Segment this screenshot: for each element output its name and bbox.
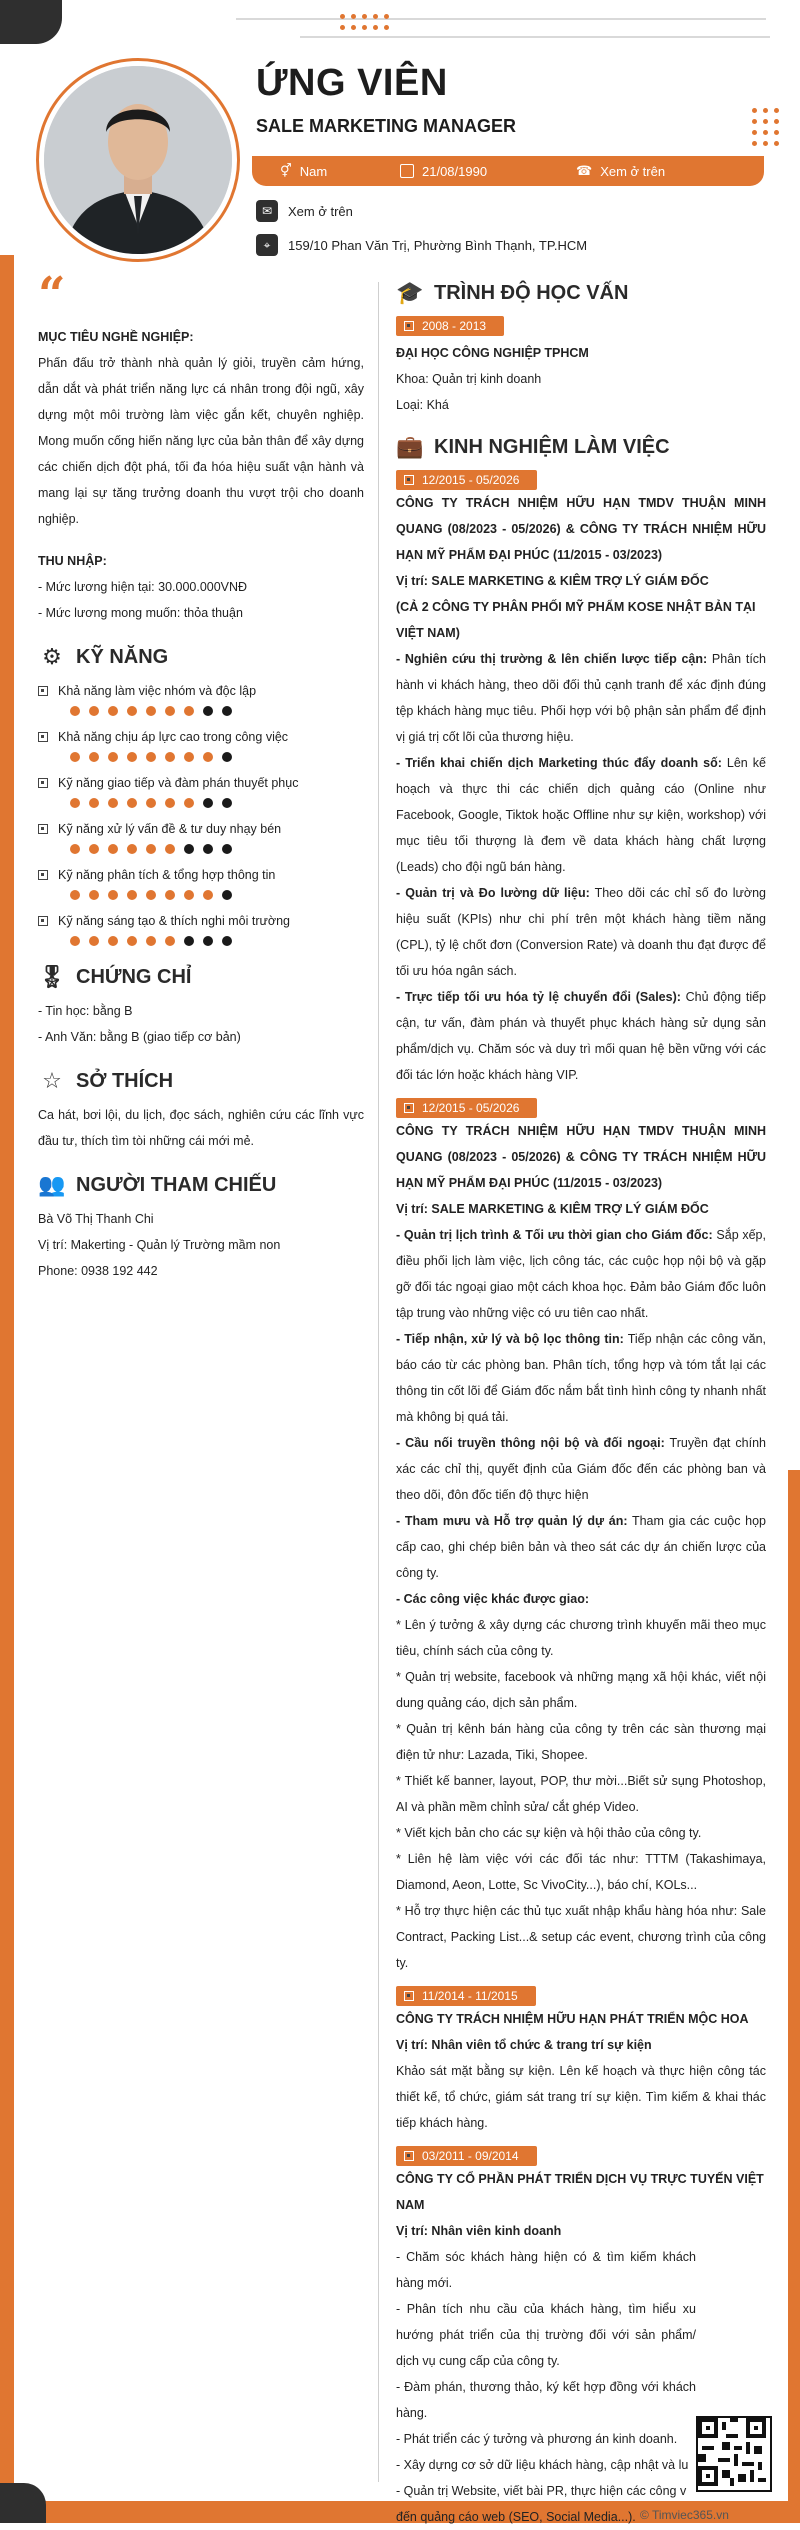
skill-item (38, 776, 364, 808)
certificate-item: - Tin học: bằng B (38, 1004, 133, 1018)
rating-dot (184, 706, 194, 716)
skill-item (38, 684, 364, 716)
rating-dot (146, 936, 156, 946)
star-icon: ☆ (42, 1068, 62, 1093)
candidate-name: ỨNG VIÊN (256, 62, 448, 104)
job-entry (396, 1098, 766, 1976)
dot-pattern (340, 14, 389, 30)
job-bullet (396, 750, 766, 880)
graduation-cap-icon: 🎓 (396, 280, 424, 305)
rating-dot (127, 936, 137, 946)
address-value: 159/10 Phan Văn Trị, Phường Bình Thạnh, TP.HCM (288, 237, 588, 253)
bullet-text: Phân tích hành vi khách hàng, theo dõi đối thủ cạnh tranh để xác định đúng tệp khách hàng mục tiêu. Phối hợp với bộ phận sản phẩm để định vị giá trị cốt lõi của thương hiệu. (396, 652, 766, 744)
job-entry (396, 470, 766, 1088)
rating-dot (184, 844, 194, 854)
rating-dot (165, 844, 175, 854)
rating-dot (165, 936, 175, 946)
certificates-title: CHỨNG CHỈ (76, 965, 192, 988)
rating-dot (89, 706, 99, 716)
skill-rating (38, 890, 364, 900)
skill-label: Kỹ năng giao tiếp và đàm phán thuyết phục (58, 776, 299, 790)
avatar-illustration (44, 66, 232, 254)
skill-item (38, 822, 364, 854)
rating-dot (70, 798, 80, 808)
job-line: - Quản trị Website, viết bài PR, thực hiện các công v (396, 2484, 687, 2498)
skill-label-row (38, 914, 364, 928)
job-position: Vị trí: Nhân viên kinh doanh (396, 2224, 562, 2238)
skill-label-row (38, 684, 364, 698)
rating-dot (165, 706, 175, 716)
rating-dot (89, 798, 99, 808)
reference-position: Vị trí: Makerting - Quản lý Trường mầm non (38, 1238, 281, 1252)
job-bullet (396, 1222, 766, 1326)
calendar-icon (404, 1103, 414, 1113)
rating-dot (127, 706, 137, 716)
rating-dot (184, 752, 194, 762)
rating-dot (165, 752, 175, 762)
skills-list (38, 684, 364, 946)
job-extra: * Lên ý tưởng & xây dựng các chương trình khuyến mãi theo mục tiêu, chính sách của công ty. (396, 1618, 766, 1658)
job-period-badge (396, 1098, 537, 1118)
job-company: CÔNG TY TRÁCH NHIỆM HỮU HẠN PHÁT TRIỂN MỘC HOA (396, 2012, 749, 2026)
footer-site: © Timviec365.vn (640, 2508, 729, 2522)
qr-code (696, 2416, 772, 2492)
rating-dot (184, 798, 194, 808)
rating-dot (222, 706, 232, 716)
job-extra: * Thiết kế banner, layout, POP, thư mời...Biết sử sụng Photoshop, AI và phần mềm chỉnh sửa/ cắt ghép Video. (396, 1774, 766, 1814)
job-period-badge (396, 470, 537, 490)
header-line (300, 36, 770, 38)
bullet-head: - Tham mưu và Hỗ trợ quản lý dự án: (396, 1514, 628, 1528)
rating-dot (108, 844, 118, 854)
bullet-icon (38, 870, 48, 880)
hobbies-text: Ca hát, bơi lội, du lịch, đọc sách, nghiên cứu các lĩnh vực đầu tư, thích tìm tòi những cái mới mẻ. (38, 1108, 364, 1148)
left-column (38, 267, 364, 1284)
skill-item (38, 730, 364, 762)
gear-icon: ⚙ (42, 644, 62, 669)
skill-label-row (38, 730, 364, 744)
rating-dot (203, 752, 213, 762)
briefcase-icon: 💼 (396, 434, 424, 459)
rating-dot (203, 844, 213, 854)
job-period: 03/2011 - 09/2014 (422, 2149, 519, 2163)
objective-heading: MỤC TIÊU NGHỀ NGHIỆP: (38, 330, 194, 344)
calendar-icon (400, 164, 414, 178)
job-bullet (396, 1586, 766, 1612)
job-line: - Xây dựng cơ sở dữ liệu khách hàng, cập nhật và lu (396, 2458, 689, 2472)
rating-dot (127, 844, 137, 854)
job-extra: * Hỗ trợ thực hiện các thủ tục xuất nhập khẩu hàng hóa như: Sale Contract, Packing List...& setup các event, chương trình của công ty. (396, 1904, 766, 1970)
bullet-text: Theo dõi các chỉ số đo lường hiệu suất (KPIs) như chi phí trên một khách hàng tiềm năng (CPL), tỷ lệ chốt đơn (Conversion Rate) và doanh thu đạt được để tối ưu hóa ngân sách. (396, 886, 766, 978)
skill-item (38, 868, 364, 900)
job-bullet (396, 880, 766, 984)
job-line: - Phát triển các ý tưởng và phương án kinh doanh. (396, 2432, 678, 2446)
qr-code-graphic (698, 2418, 766, 2486)
quote-icon: “ (38, 267, 66, 323)
skill-label: Kỹ năng sáng tạo & thích nghi môi trường (58, 914, 290, 928)
education-period: 2008 - 2013 (422, 319, 487, 333)
rating-dot (203, 706, 213, 716)
skill-label: Khả năng chịu áp lực cao trong công việc (58, 730, 289, 744)
income-expected: - Mức lương mong muốn: thỏa thuận (38, 606, 243, 620)
bullet-icon (38, 824, 48, 834)
phone-icon: ☎ (576, 163, 593, 178)
education-title: TRÌNH ĐỘ HỌC VẤN (434, 281, 629, 304)
rating-dot (70, 706, 80, 716)
skill-label: Kỹ năng xử lý vấn đề & tư duy nhạy bén (58, 822, 282, 836)
job-line: - Chăm sóc khách hàng hiện có & tìm kiếm khách hàng mới. (396, 2250, 696, 2290)
skill-item (38, 914, 364, 946)
calendar-icon (404, 1991, 414, 2001)
rating-dot (70, 844, 80, 854)
skill-label: Khả năng làm việc nhóm và độc lập (58, 684, 257, 698)
reference-phone: Phone: 0938 192 442 (38, 1264, 158, 1278)
skill-label-row (38, 776, 364, 790)
column-divider (378, 282, 379, 2482)
bullet-head: - Tiếp nhận, xử lý và bộ lọc thông tin: (396, 1332, 624, 1346)
job-company: CÔNG TY CỔ PHẦN PHÁT TRIỂN DỊCH VỤ TRỰC TUYẾN VIỆT NAM (396, 2172, 764, 2212)
school-name: ĐẠI HỌC CÔNG NGHIỆP TPHCM (396, 346, 589, 360)
rating-dot (222, 890, 232, 900)
rating-dot (184, 936, 194, 946)
bullet-icon (38, 732, 48, 742)
job-note: (CẢ 2 CÔNG TY PHÂN PHỐI MỸ PHẨM KOSE NHẬT BẢN TẠI VIỆT NAM) (396, 600, 756, 640)
job-company: CÔNG TY TRÁCH NHIỆM HỮU HẠN TMDV THUẬN MINH QUANG (08/2023 - 05/2026) & CÔNG TY TRÁCH NHIỆM HỮU HẠN MỸ PHẨM ĐẠI PHÚC (11/2015 - 03/2023) (396, 1124, 766, 1190)
skill-rating (38, 752, 364, 762)
job-period: 12/2015 - 05/2026 (422, 473, 520, 487)
job-extras (396, 1612, 766, 1976)
job-position: Vị trí: SALE MARKETING & KIÊM TRỢ LÝ GIÁM ĐỐC (396, 574, 709, 588)
experience-heading (396, 434, 766, 460)
rating-dot (165, 890, 175, 900)
bullet-head: - Các công việc khác được giao: (396, 1592, 589, 1606)
header-line (236, 18, 766, 20)
bullet-head: - Quản trị và Đo lường dữ liệu: (396, 886, 590, 900)
job-bullet (396, 984, 766, 1088)
job-period-badge (396, 1986, 536, 2006)
job-bullet (396, 1430, 766, 1508)
avatar (44, 66, 232, 254)
bullet-text: Tham gia các cuộc họp cấp cao, ghi chép biên bản và theo sát các dự án chiến lược của công ty. (396, 1514, 766, 1580)
income-heading: THU NHẬP: (38, 554, 107, 568)
education-faculty: Khoa: Quản trị kinh doanh (396, 372, 542, 386)
bullet-head: - Trực tiếp tối ưu hóa tỷ lệ chuyển đổi (Sales): (396, 990, 681, 1004)
education-heading (396, 280, 766, 306)
bullet-text: Chủ động tiếp cận, tư vấn, đàm phán và thuyết phục khách hàng sử dụng sản phẩm/dịch vụ. Chăm sóc và duy trì mối quan hệ bền vững với các đối tác lớn hoặc khách hàng VIP. (396, 990, 766, 1082)
rating-dot (146, 752, 156, 762)
references-heading (38, 1172, 364, 1198)
job-title: SALE MARKETING MANAGER (256, 116, 516, 136)
skill-label-row (38, 822, 364, 836)
info-bar (252, 156, 764, 186)
skill-rating (38, 844, 364, 854)
job-lines (396, 2244, 696, 2530)
right-column (396, 280, 766, 2530)
job-bullet (396, 646, 766, 750)
rating-dot (70, 936, 80, 946)
rating-dot (165, 798, 175, 808)
rating-dot (203, 890, 213, 900)
rating-dot (70, 752, 80, 762)
birthday-info (400, 164, 576, 179)
skill-label-row (38, 868, 364, 882)
rating-dot (222, 844, 232, 854)
job-entry (396, 1986, 766, 2136)
bullet-head: - Nghiên cứu thị trường & lên chiến lược tiếp cận: (396, 652, 708, 666)
skills-heading (38, 644, 364, 670)
job-line: đến quảng cáo web (SEO, Social Media...). (396, 2510, 636, 2524)
bullet-icon (38, 778, 48, 788)
references-title: NGƯỜI THAM CHIẾU (76, 1173, 277, 1196)
rating-dot (70, 890, 80, 900)
rating-dot (222, 752, 232, 762)
corner-decoration (0, 0, 62, 44)
bullet-icon (38, 686, 48, 696)
hobbies-title: SỞ THÍCH (76, 1069, 174, 1092)
rating-dot (89, 890, 99, 900)
rating-dot (108, 890, 118, 900)
bullet-head: - Triển khai chiến dịch Marketing thúc đẩy doanh số: (396, 756, 722, 770)
bullet-text: Lên kế hoạch và thực thi các chiến dịch quảng cáo (Online như Facebook, Google, Tiktok hoặc Offline như sự kiện, workshop) với mục tiêu tối thượng là đem về data khách hàng chất lượng (Leads) cho đội ngũ bán hàng. (396, 756, 766, 874)
job-extra: * Liên hệ làm việc với các đối tác như: TTTM (Takashimaya, Diamond, Aeon, Lotte, Sc VivoCity...), báo chí, KOLs... (396, 1852, 766, 1892)
job-period-badge (396, 2146, 537, 2166)
calendar-icon (404, 321, 414, 331)
rating-dot (184, 890, 194, 900)
job-position: Vị trí: SALE MARKETING & KIÊM TRỢ LÝ GIÁM ĐỐC (396, 1202, 709, 1216)
job-extra: * Quản trị kênh bán hàng của công ty trên các sàn thương mại điện tử như: Lazada, Tiki, Shopee. (396, 1722, 766, 1762)
mail-icon: ✉ (256, 200, 278, 222)
skill-rating (38, 798, 364, 808)
rating-dot (89, 936, 99, 946)
job-line: - Đàm phán, thương thảo, ký kết hợp đồng với khách hàng. (396, 2380, 696, 2420)
rating-dot (127, 798, 137, 808)
left-accent-bar (0, 255, 14, 2523)
certificates-heading (38, 964, 364, 990)
gender-info (280, 163, 400, 179)
bullet-head: - Quản trị lịch trình & Tối ưu thời gian cho Giám đốc: (396, 1228, 713, 1242)
experience-title: KINH NGHIỆM LÀM VIỆC (434, 435, 670, 458)
phone-info (576, 163, 665, 179)
job-extra: * Quản trị website, facebook và những mạng xã hội khác, viết nội dung quảng cáo, dịch sản phẩm. (396, 1670, 766, 1710)
calendar-icon (404, 475, 414, 485)
rating-dot (146, 844, 156, 854)
birthday-value: 21/08/1990 (422, 163, 488, 179)
rating-dot (222, 936, 232, 946)
rating-dot (146, 798, 156, 808)
rating-dot (89, 844, 99, 854)
bullet-text: Truyền đạt chính xác các chỉ thị, quyết định của Giám đốc đến các phòng ban và theo dõi, đôn đốc tiến độ thực hiện (396, 1436, 766, 1502)
right-accent-bar (788, 1470, 800, 2523)
email-row (256, 200, 353, 222)
reference-name: Bà Võ Thị Thanh Chi (38, 1212, 154, 1226)
email-value: Xem ở trên (288, 203, 353, 219)
job-bullet (396, 1508, 766, 1586)
skill-label: Kỹ năng phân tích & tổng hợp thông tin (58, 868, 276, 882)
job-period: 11/2014 - 11/2015 (422, 1989, 518, 2003)
location-pin-icon: ⌖ (256, 234, 278, 256)
job-company: CÔNG TY TRÁCH NHIỆM HỮU HẠN TMDV THUẬN MINH QUANG (08/2023 - 05/2026) & CÔNG TY TRÁCH NHIỆM HỮU HẠN MỸ PHẨM ĐẠI PHÚC (11/2015 - 03/2023) (396, 496, 766, 562)
award-icon: 🎖 (38, 964, 66, 989)
rating-dot (108, 936, 118, 946)
rating-dot (222, 798, 232, 808)
address-row (256, 234, 587, 256)
rating-dot (89, 752, 99, 762)
bullet-text: Sắp xếp, điều phối lịch làm việc, lịch công tác, các cuộc họp nội bộ và gặp gỡ đối tác ngoại giao một cách khoa học. Đảm bảo Giám đốc luôn tập trung vào những việc có ưu tiên cao nhất. (396, 1228, 766, 1320)
rating-dot (146, 706, 156, 716)
rating-dot (203, 936, 213, 946)
objective-text: Phấn đấu trở thành nhà quản lý giỏi, truyền cảm hứng, dẫn dắt và phát triển năng lực cá nhân trong đội ngũ, xây dựng một môi trường làm việc gắn kết, chuyên nghiệp. Mong muốn cống hiến năng lực của bản thân để xây dựng các chiến dịch đột phá, tối đa hóa hiệu suất vận hành và mang lại sự tăng trưởng doanh thu vượt trội cho doanh nghiệp. (38, 356, 364, 526)
rating-dot (127, 752, 137, 762)
education-grade: Loại: Khá (396, 398, 449, 412)
education-period-badge (396, 316, 504, 336)
income-current: - Mức lương hiện tại: 30.000.000VNĐ (38, 580, 248, 594)
rating-dot (146, 890, 156, 900)
gender-icon: ⚥ (280, 163, 292, 178)
gender-value: Nam (299, 163, 328, 179)
hobbies-heading (38, 1068, 364, 1094)
rating-dot (127, 890, 137, 900)
job-bullets (396, 646, 766, 1088)
phone-value: Xem ở trên (600, 163, 666, 179)
dot-pattern (752, 108, 779, 146)
certificate-item: - Anh Văn: bằng B (giao tiếp cơ bản) (38, 1030, 241, 1044)
rating-dot (108, 798, 118, 808)
bullet-icon (38, 916, 48, 926)
skills-title: KỸ NĂNG (76, 645, 169, 668)
job-bullet (396, 1326, 766, 1430)
bullet-head: - Cầu nối truyền thông nội bộ và đối ngoại: (396, 1436, 665, 1450)
job-line: - Phân tích nhu cầu của khách hàng, tìm hiểu xu hướng phát triển của thị trường đối với sản phẩm/ dịch vụ cung cấp của công ty. (396, 2302, 696, 2368)
bullet-text: Tiếp nhận các công văn, báo cáo từ các phòng ban. Phân tích, tổng hợp và tóm tắt lại các thông tin cốt lõi để Giám đốc nắm bắt tình hình công ty nhanh nhất mà không bị quá tải. (396, 1332, 767, 1424)
job-description: Khảo sát mặt bằng sự kiện. Lên kế hoạch và thực hiện công tác thiết kế, tổ chức, giám sát trang trí sự kiện. Tìm kiếm & khai thác tiếp khách hàng. (396, 2064, 766, 2130)
job-extra: * Viết kịch bản cho các sự kiện và hội thảo của công ty. (396, 1826, 702, 1840)
rating-dot (203, 798, 213, 808)
job-bullets (396, 1222, 766, 1612)
skill-rating (38, 706, 364, 716)
corner-decoration (0, 2483, 46, 2523)
rating-dot (108, 706, 118, 716)
skill-rating (38, 936, 364, 946)
people-icon: 👥 (38, 1172, 66, 1197)
job-position: Vị trí: Nhân viên tổ chức & trang trí sự kiện (396, 2038, 652, 2052)
job-period: 12/2015 - 05/2026 (422, 1101, 520, 1115)
calendar-icon (404, 2151, 414, 2161)
rating-dot (108, 752, 118, 762)
